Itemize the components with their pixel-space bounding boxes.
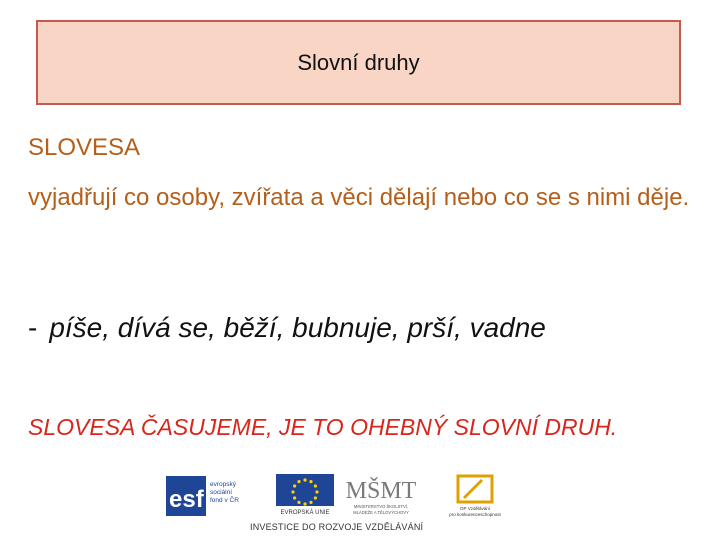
svg-text:fond v ČR: fond v ČR: [210, 497, 239, 504]
eu-label: EVROPSKÁ UNIE: [280, 510, 330, 516]
definition-text: vyjadřují co osoby, zvířata a věci dělají nebo co se s nimi děje.: [28, 184, 690, 211]
examples-dash: -: [28, 312, 38, 343]
eu-flag-logo: [276, 474, 334, 516]
esf-big-text: esf: [169, 486, 204, 513]
msmt-logo: [340, 472, 422, 518]
examples-words: píše, dívá se, běží, bubnuje, prší, vadne: [49, 312, 546, 343]
svg-text:pro konkurenceschopnost: pro konkurenceschopnost: [449, 512, 501, 517]
title-box: [36, 20, 681, 105]
svg-text:sociální: sociální: [210, 489, 233, 496]
svg-text:OP Vzdělávání: OP Vzdělávání: [460, 506, 490, 511]
svg-text:evropský: evropský: [210, 481, 237, 488]
examples-line: [28, 312, 546, 344]
slide-title: Slovní druhy: [297, 49, 420, 75]
logo-caption: INVESTICE DO ROZVOJE VZDĚLÁVÁNÍ: [250, 522, 424, 532]
op-logo: [430, 472, 520, 518]
grammar-note: SLOVESA ČASUJEME, JE TO OHEBNÝ SLOVNÍ DRUH.: [28, 414, 618, 440]
svg-text:MLÁDEŽE A TĚLOVÝCHOVY: MLÁDEŽE A TĚLOVÝCHOVY: [353, 510, 409, 515]
heading-slovesa: SLOVESA: [28, 134, 141, 161]
msmt-main-text: MŠMT: [345, 478, 417, 504]
svg-text:MINISTERSTVO ŠKOLSTVÍ,: MINISTERSTVO ŠKOLSTVÍ,: [353, 504, 409, 509]
logo-strip: [164, 470, 524, 536]
esf-logo: [164, 474, 270, 518]
